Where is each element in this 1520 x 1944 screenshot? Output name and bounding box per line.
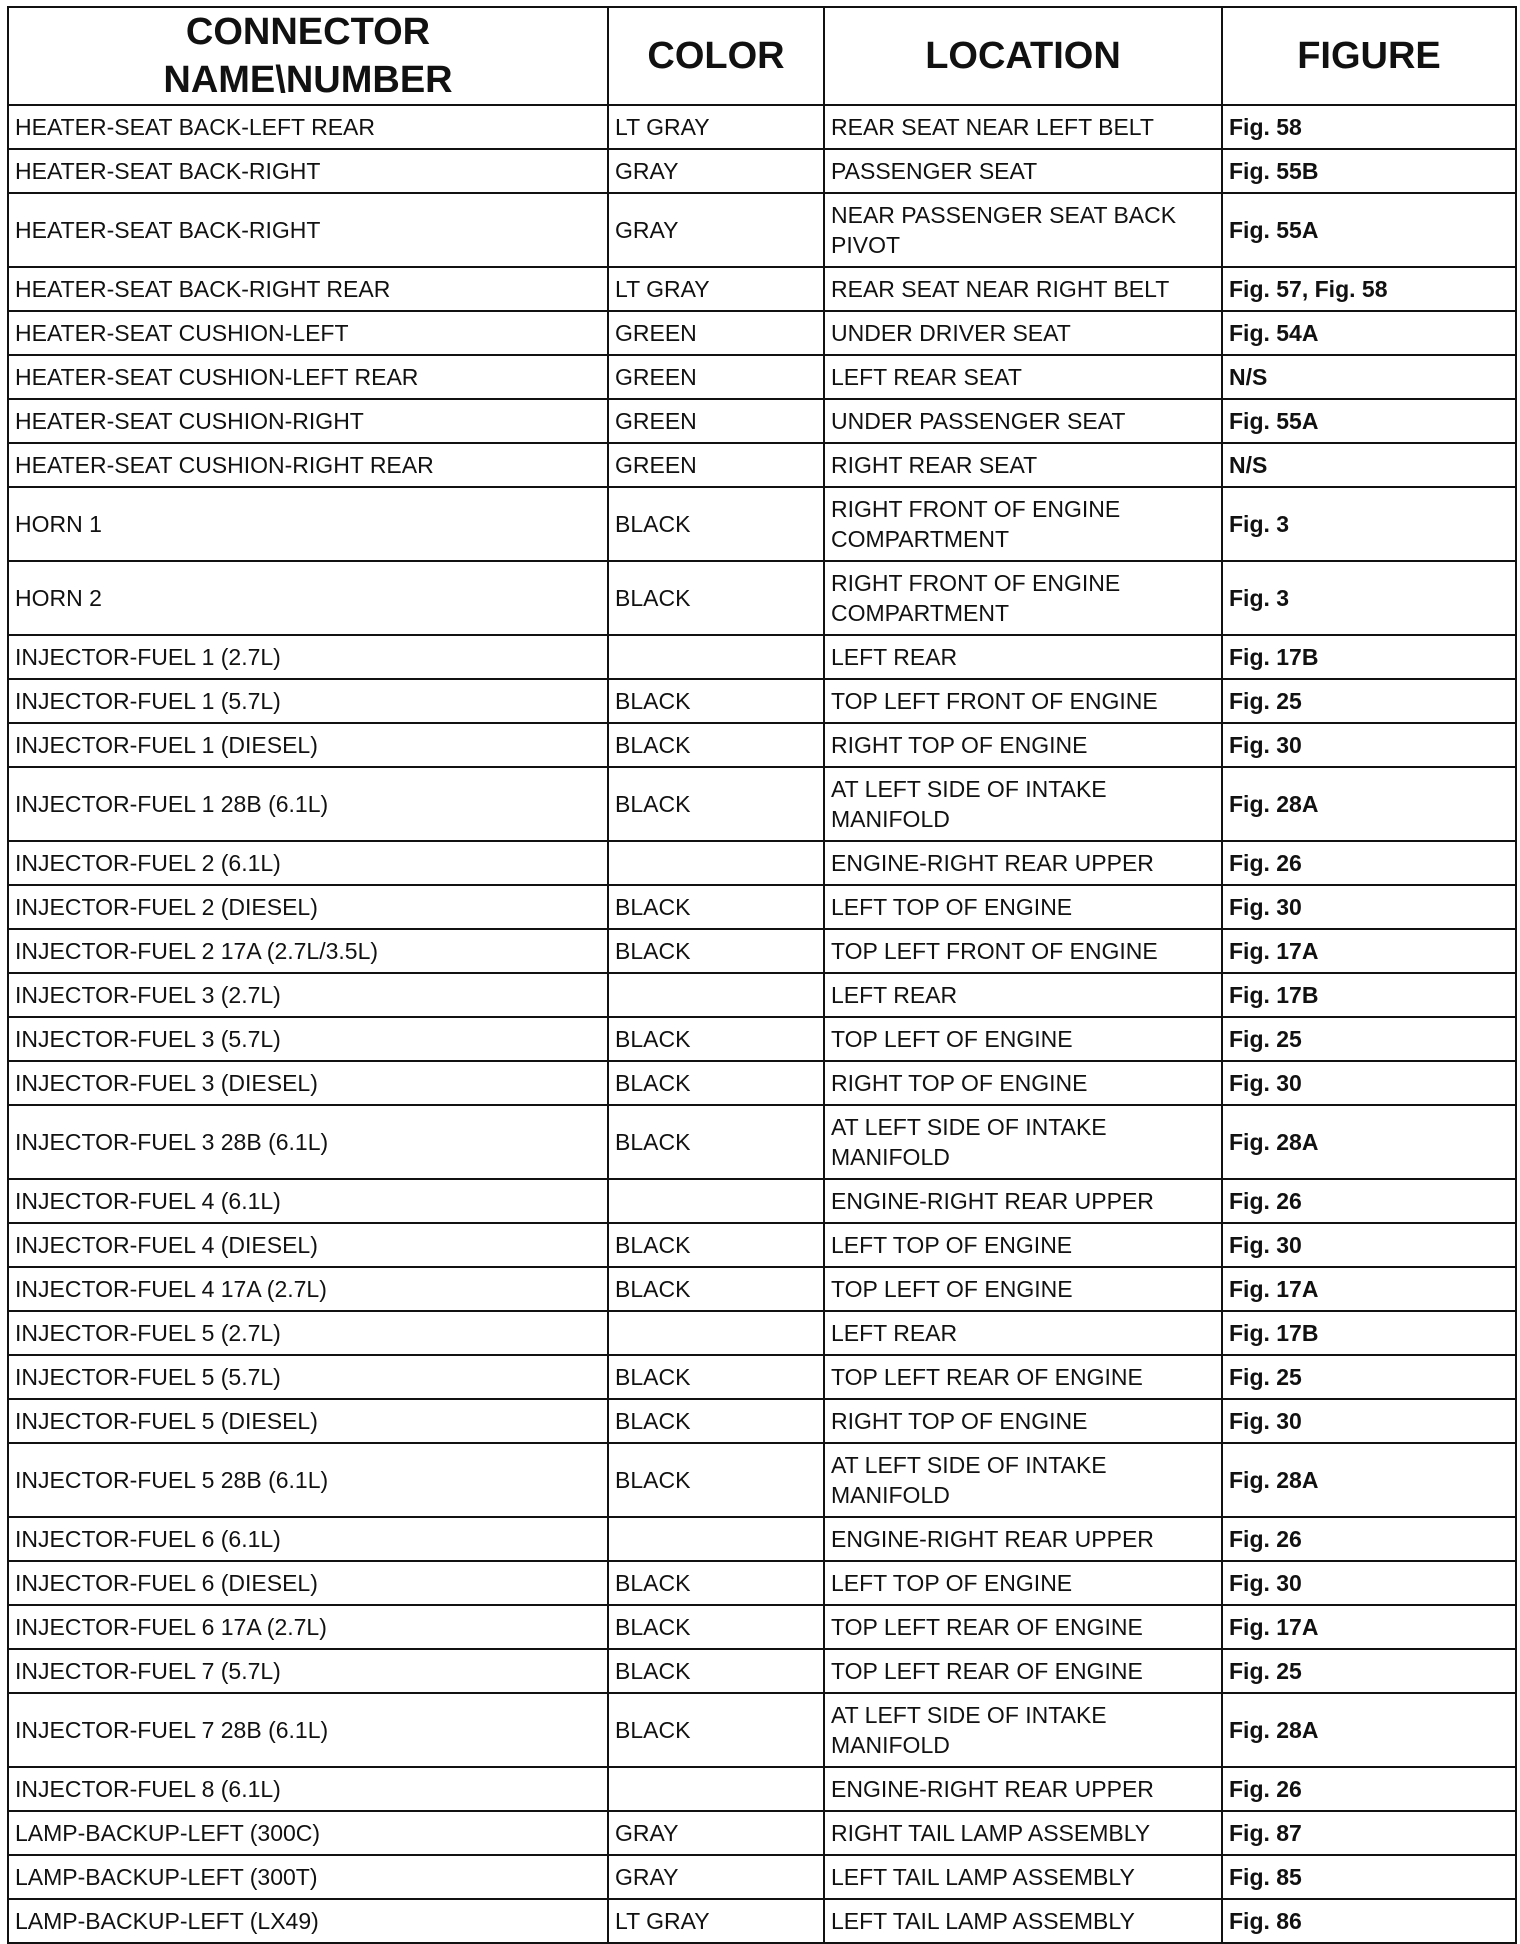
cell-connector-name: INJECTOR-FUEL 6 (6.1L) — [8, 1517, 608, 1561]
cell-color: GRAY — [608, 149, 824, 193]
cell-figure: Fig. 30 — [1222, 723, 1516, 767]
cell-color: LT GRAY — [608, 267, 824, 311]
cell-connector-name: INJECTOR-FUEL 3 28B (6.1L) — [8, 1105, 608, 1179]
table-header-row — [8, 7, 1516, 105]
cell-connector-name: HEATER-SEAT BACK-RIGHT REAR — [8, 267, 608, 311]
cell-color: BLACK — [608, 1267, 824, 1311]
table-row — [8, 1605, 1516, 1649]
cell-location: AT LEFT SIDE OF INTAKE MANIFOLD — [824, 1105, 1222, 1179]
cell-location: RIGHT TOP OF ENGINE — [824, 723, 1222, 767]
cell-connector-name: LAMP-BACKUP-LEFT (300C) — [8, 1811, 608, 1855]
cell-figure: Fig. 30 — [1222, 1561, 1516, 1605]
cell-color — [608, 1311, 824, 1355]
cell-figure: Fig. 28A — [1222, 767, 1516, 841]
cell-location: LEFT TAIL LAMP ASSEMBLY — [824, 1899, 1222, 1943]
cell-figure: Fig. 26 — [1222, 1179, 1516, 1223]
cell-figure: Fig. 17A — [1222, 1267, 1516, 1311]
cell-connector-name: INJECTOR-FUEL 3 (DIESEL) — [8, 1061, 608, 1105]
table-row — [8, 399, 1516, 443]
cell-connector-name: INJECTOR-FUEL 6 (DIESEL) — [8, 1561, 608, 1605]
table-row — [8, 105, 1516, 149]
connector-table-page — [7, 6, 1515, 1934]
cell-color: BLACK — [608, 561, 824, 635]
cell-figure: Fig. 25 — [1222, 1355, 1516, 1399]
header-connector-name: CONNECTOR NAME\NUMBER — [8, 7, 608, 105]
cell-location: TOP LEFT REAR OF ENGINE — [824, 1355, 1222, 1399]
cell-color: BLACK — [608, 1061, 824, 1105]
cell-location: TOP LEFT OF ENGINE — [824, 1017, 1222, 1061]
cell-connector-name: HEATER-SEAT CUSHION-RIGHT REAR — [8, 443, 608, 487]
cell-color: BLACK — [608, 487, 824, 561]
table-row — [8, 1649, 1516, 1693]
cell-color — [608, 841, 824, 885]
cell-connector-name: HEATER-SEAT BACK-RIGHT — [8, 149, 608, 193]
cell-location: TOP LEFT FRONT OF ENGINE — [824, 679, 1222, 723]
table-row — [8, 1179, 1516, 1223]
table-row — [8, 1311, 1516, 1355]
cell-connector-name: HEATER-SEAT CUSHION-RIGHT — [8, 399, 608, 443]
table-row — [8, 1105, 1516, 1179]
cell-figure: Fig. 26 — [1222, 1517, 1516, 1561]
cell-figure: Fig. 28A — [1222, 1443, 1516, 1517]
cell-location: NEAR PASSENGER SEAT BACK PIVOT — [824, 193, 1222, 267]
cell-color: GREEN — [608, 355, 824, 399]
cell-location: UNDER PASSENGER SEAT — [824, 399, 1222, 443]
cell-figure: Fig. 25 — [1222, 1649, 1516, 1693]
table-row — [8, 723, 1516, 767]
cell-connector-name: INJECTOR-FUEL 3 (2.7L) — [8, 973, 608, 1017]
cell-color: LT GRAY — [608, 105, 824, 149]
cell-figure: Fig. 3 — [1222, 561, 1516, 635]
table-row — [8, 1693, 1516, 1767]
cell-color: GRAY — [608, 1811, 824, 1855]
cell-connector-name: INJECTOR-FUEL 2 (DIESEL) — [8, 885, 608, 929]
cell-figure: Fig. 57, Fig. 58 — [1222, 267, 1516, 311]
cell-connector-name: HEATER-SEAT CUSHION-LEFT — [8, 311, 608, 355]
cell-figure: Fig. 30 — [1222, 1223, 1516, 1267]
cell-location: ENGINE-RIGHT REAR UPPER — [824, 1179, 1222, 1223]
header-figure: FIGURE — [1222, 7, 1516, 105]
cell-location: ENGINE-RIGHT REAR UPPER — [824, 1517, 1222, 1561]
cell-location: RIGHT FRONT OF ENGINE COMPARTMENT — [824, 561, 1222, 635]
cell-location: PASSENGER SEAT — [824, 149, 1222, 193]
cell-connector-name: INJECTOR-FUEL 5 (5.7L) — [8, 1355, 608, 1399]
cell-location: RIGHT TAIL LAMP ASSEMBLY — [824, 1811, 1222, 1855]
cell-connector-name: LAMP-BACKUP-LEFT (LX49) — [8, 1899, 608, 1943]
cell-location: UNDER DRIVER SEAT — [824, 311, 1222, 355]
cell-figure: Fig. 17A — [1222, 929, 1516, 973]
cell-figure: Fig. 30 — [1222, 1061, 1516, 1105]
table-row — [8, 1899, 1516, 1943]
cell-location: LEFT TAIL LAMP ASSEMBLY — [824, 1855, 1222, 1899]
table-row — [8, 1767, 1516, 1811]
cell-connector-name: INJECTOR-FUEL 7 (5.7L) — [8, 1649, 608, 1693]
cell-color: BLACK — [608, 929, 824, 973]
cell-location: LEFT TOP OF ENGINE — [824, 1223, 1222, 1267]
cell-connector-name: HEATER-SEAT BACK-RIGHT — [8, 193, 608, 267]
cell-color: BLACK — [608, 1017, 824, 1061]
cell-connector-name: LAMP-BACKUP-LEFT (300T) — [8, 1855, 608, 1899]
header-color: COLOR — [608, 7, 824, 105]
header-location: LOCATION — [824, 7, 1222, 105]
cell-color: BLACK — [608, 1649, 824, 1693]
cell-location: LEFT REAR — [824, 973, 1222, 1017]
cell-connector-name: HORN 2 — [8, 561, 608, 635]
table-body — [8, 105, 1516, 1943]
cell-connector-name: HORN 1 — [8, 487, 608, 561]
table-row — [8, 311, 1516, 355]
cell-connector-name: INJECTOR-FUEL 3 (5.7L) — [8, 1017, 608, 1061]
cell-figure: N/S — [1222, 355, 1516, 399]
cell-location: RIGHT REAR SEAT — [824, 443, 1222, 487]
cell-connector-name: INJECTOR-FUEL 5 (DIESEL) — [8, 1399, 608, 1443]
cell-connector-name: INJECTOR-FUEL 1 (2.7L) — [8, 635, 608, 679]
table-row — [8, 443, 1516, 487]
cell-location: TOP LEFT REAR OF ENGINE — [824, 1649, 1222, 1693]
cell-color: BLACK — [608, 1223, 824, 1267]
cell-color — [608, 1517, 824, 1561]
cell-color: BLACK — [608, 885, 824, 929]
table-row — [8, 885, 1516, 929]
cell-connector-name: INJECTOR-FUEL 8 (6.1L) — [8, 1767, 608, 1811]
cell-connector-name: INJECTOR-FUEL 6 17A (2.7L) — [8, 1605, 608, 1649]
cell-color: GRAY — [608, 1855, 824, 1899]
cell-color: GREEN — [608, 443, 824, 487]
cell-figure: Fig. 17B — [1222, 1311, 1516, 1355]
table-row — [8, 1017, 1516, 1061]
table-row — [8, 487, 1516, 561]
cell-connector-name: HEATER-SEAT CUSHION-LEFT REAR — [8, 355, 608, 399]
cell-connector-name: INJECTOR-FUEL 1 (DIESEL) — [8, 723, 608, 767]
cell-color: BLACK — [608, 723, 824, 767]
cell-connector-name: INJECTOR-FUEL 1 28B (6.1L) — [8, 767, 608, 841]
cell-color: GREEN — [608, 311, 824, 355]
cell-figure: Fig. 17A — [1222, 1605, 1516, 1649]
cell-color: LT GRAY — [608, 1899, 824, 1943]
cell-figure: Fig. 3 — [1222, 487, 1516, 561]
connector-table — [7, 6, 1517, 1944]
cell-color: BLACK — [608, 1399, 824, 1443]
cell-location: RIGHT TOP OF ENGINE — [824, 1061, 1222, 1105]
cell-location: RIGHT FRONT OF ENGINE COMPARTMENT — [824, 487, 1222, 561]
cell-color: GREEN — [608, 399, 824, 443]
table-row — [8, 767, 1516, 841]
cell-figure: Fig. 54A — [1222, 311, 1516, 355]
cell-figure: Fig. 85 — [1222, 1855, 1516, 1899]
cell-color: GRAY — [608, 193, 824, 267]
table-row — [8, 929, 1516, 973]
table-row — [8, 1517, 1516, 1561]
cell-figure: Fig. 25 — [1222, 1017, 1516, 1061]
table-row — [8, 355, 1516, 399]
cell-location: ENGINE-RIGHT REAR UPPER — [824, 841, 1222, 885]
cell-location: TOP LEFT FRONT OF ENGINE — [824, 929, 1222, 973]
cell-location: ENGINE-RIGHT REAR UPPER — [824, 1767, 1222, 1811]
table-row — [8, 1811, 1516, 1855]
cell-color: BLACK — [608, 1355, 824, 1399]
cell-color — [608, 973, 824, 1017]
cell-location: TOP LEFT REAR OF ENGINE — [824, 1605, 1222, 1649]
table-row — [8, 1399, 1516, 1443]
cell-connector-name: INJECTOR-FUEL 5 (2.7L) — [8, 1311, 608, 1355]
table-row — [8, 973, 1516, 1017]
cell-figure: Fig. 86 — [1222, 1899, 1516, 1943]
cell-color: BLACK — [608, 1605, 824, 1649]
cell-figure: Fig. 25 — [1222, 679, 1516, 723]
cell-figure: Fig. 17B — [1222, 973, 1516, 1017]
cell-color — [608, 1179, 824, 1223]
cell-connector-name: INJECTOR-FUEL 1 (5.7L) — [8, 679, 608, 723]
cell-connector-name: HEATER-SEAT BACK-LEFT REAR — [8, 105, 608, 149]
table-row — [8, 1223, 1516, 1267]
cell-connector-name: INJECTOR-FUEL 4 (DIESEL) — [8, 1223, 608, 1267]
cell-color: BLACK — [608, 1105, 824, 1179]
cell-location: TOP LEFT OF ENGINE — [824, 1267, 1222, 1311]
cell-connector-name: INJECTOR-FUEL 7 28B (6.1L) — [8, 1693, 608, 1767]
table-row — [8, 841, 1516, 885]
cell-figure: Fig. 87 — [1222, 1811, 1516, 1855]
cell-figure: Fig. 30 — [1222, 885, 1516, 929]
cell-figure: N/S — [1222, 443, 1516, 487]
table-row — [8, 1061, 1516, 1105]
cell-location: LEFT REAR SEAT — [824, 355, 1222, 399]
table-row — [8, 1561, 1516, 1605]
cell-location: REAR SEAT NEAR RIGHT BELT — [824, 267, 1222, 311]
cell-figure: Fig. 28A — [1222, 1105, 1516, 1179]
cell-color: BLACK — [608, 767, 824, 841]
table-row — [8, 267, 1516, 311]
cell-location: RIGHT TOP OF ENGINE — [824, 1399, 1222, 1443]
cell-figure: Fig. 26 — [1222, 841, 1516, 885]
cell-connector-name: INJECTOR-FUEL 2 (6.1L) — [8, 841, 608, 885]
cell-color — [608, 1767, 824, 1811]
table-row — [8, 193, 1516, 267]
cell-color: BLACK — [608, 1561, 824, 1605]
cell-location: AT LEFT SIDE OF INTAKE MANIFOLD — [824, 1443, 1222, 1517]
cell-location: LEFT REAR — [824, 1311, 1222, 1355]
table-row — [8, 679, 1516, 723]
cell-figure: Fig. 26 — [1222, 1767, 1516, 1811]
cell-location: LEFT REAR — [824, 635, 1222, 679]
cell-color — [608, 635, 824, 679]
cell-figure: Fig. 17B — [1222, 635, 1516, 679]
table-row — [8, 149, 1516, 193]
table-row — [8, 1267, 1516, 1311]
cell-location: AT LEFT SIDE OF INTAKE MANIFOLD — [824, 767, 1222, 841]
cell-figure: Fig. 28A — [1222, 1693, 1516, 1767]
cell-figure: Fig. 55A — [1222, 193, 1516, 267]
cell-color: BLACK — [608, 1693, 824, 1767]
table-row — [8, 561, 1516, 635]
cell-figure: Fig. 58 — [1222, 105, 1516, 149]
cell-connector-name: INJECTOR-FUEL 4 (6.1L) — [8, 1179, 608, 1223]
cell-connector-name: INJECTOR-FUEL 4 17A (2.7L) — [8, 1267, 608, 1311]
cell-location: LEFT TOP OF ENGINE — [824, 885, 1222, 929]
cell-color: BLACK — [608, 679, 824, 723]
cell-connector-name: INJECTOR-FUEL 2 17A (2.7L/3.5L) — [8, 929, 608, 973]
cell-location: AT LEFT SIDE OF INTAKE MANIFOLD — [824, 1693, 1222, 1767]
cell-location: REAR SEAT NEAR LEFT BELT — [824, 105, 1222, 149]
cell-figure: Fig. 30 — [1222, 1399, 1516, 1443]
table-row — [8, 635, 1516, 679]
table-row — [8, 1355, 1516, 1399]
cell-figure: Fig. 55A — [1222, 399, 1516, 443]
cell-location: LEFT TOP OF ENGINE — [824, 1561, 1222, 1605]
cell-figure: Fig. 55B — [1222, 149, 1516, 193]
cell-connector-name: INJECTOR-FUEL 5 28B (6.1L) — [8, 1443, 608, 1517]
table-row — [8, 1443, 1516, 1517]
cell-color: BLACK — [608, 1443, 824, 1517]
table-row — [8, 1855, 1516, 1899]
